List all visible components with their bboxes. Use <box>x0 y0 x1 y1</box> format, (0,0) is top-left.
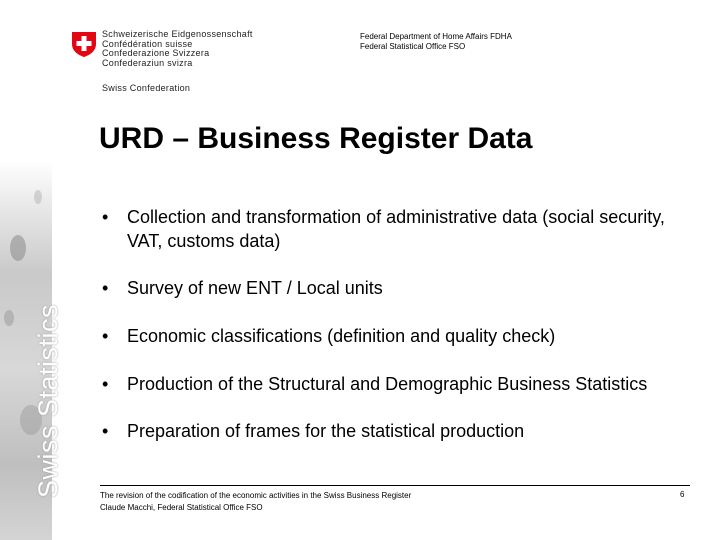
bullet-item <box>102 276 692 300</box>
slide-title: URD – Business Register Data <box>99 122 533 155</box>
footer-divider <box>100 485 690 486</box>
photo-figure <box>4 310 14 326</box>
bullet-dot-icon: • <box>102 326 109 346</box>
confederation-line: Schweizerische Eidgenossenschaft <box>102 29 253 39</box>
confederation-line: Confederazione Svizzera <box>102 48 210 58</box>
confederation-line: Confédération suisse <box>102 38 193 49</box>
photo-figure <box>34 190 42 204</box>
confederation-line: Confederaziun svizra <box>102 57 193 68</box>
footer <box>100 490 411 514</box>
bullet-dot-icon: • <box>102 207 109 227</box>
bullet-item <box>102 205 692 253</box>
side-banner-title: Swiss Statistics <box>33 303 63 498</box>
bullet-item <box>102 372 692 396</box>
bullet-text: Production of the Structural and Demographic Business Statistics <box>127 374 648 394</box>
footer-presentation-title: The revision of the codification of the economic activities in the Swiss Business Register <box>100 491 412 500</box>
swiss-cross-shield-icon <box>70 30 98 58</box>
bullet-text: Economic classifications (definition and quality check) <box>127 326 556 346</box>
bullet-dot-icon: • <box>102 374 109 394</box>
footer-author: Claude Macchi, Federal Statistical Office FSO <box>100 503 263 512</box>
department-line: Federal Statistical Office FSO <box>360 42 466 51</box>
bullet-text: Preparation of frames for the statistical production <box>127 421 525 441</box>
bullet-item <box>102 324 692 348</box>
bullet-text: Collection and transformation of administrative data (social security, VAT, customs data) <box>127 207 665 251</box>
bullet-text: Survey of new ENT / Local units <box>127 278 383 298</box>
confederation-english: Swiss Confederation <box>102 83 191 93</box>
confederation-names <box>102 30 253 68</box>
bullet-dot-icon: • <box>102 421 109 441</box>
page-number: 6 <box>680 490 685 499</box>
department-block <box>360 32 512 52</box>
department-line: Federal Department of Home Affairs FDHA <box>360 32 512 41</box>
bullet-item <box>102 419 692 443</box>
bullet-dot-icon: • <box>102 278 109 298</box>
photo-figure <box>10 235 26 261</box>
bullet-list <box>102 205 692 443</box>
